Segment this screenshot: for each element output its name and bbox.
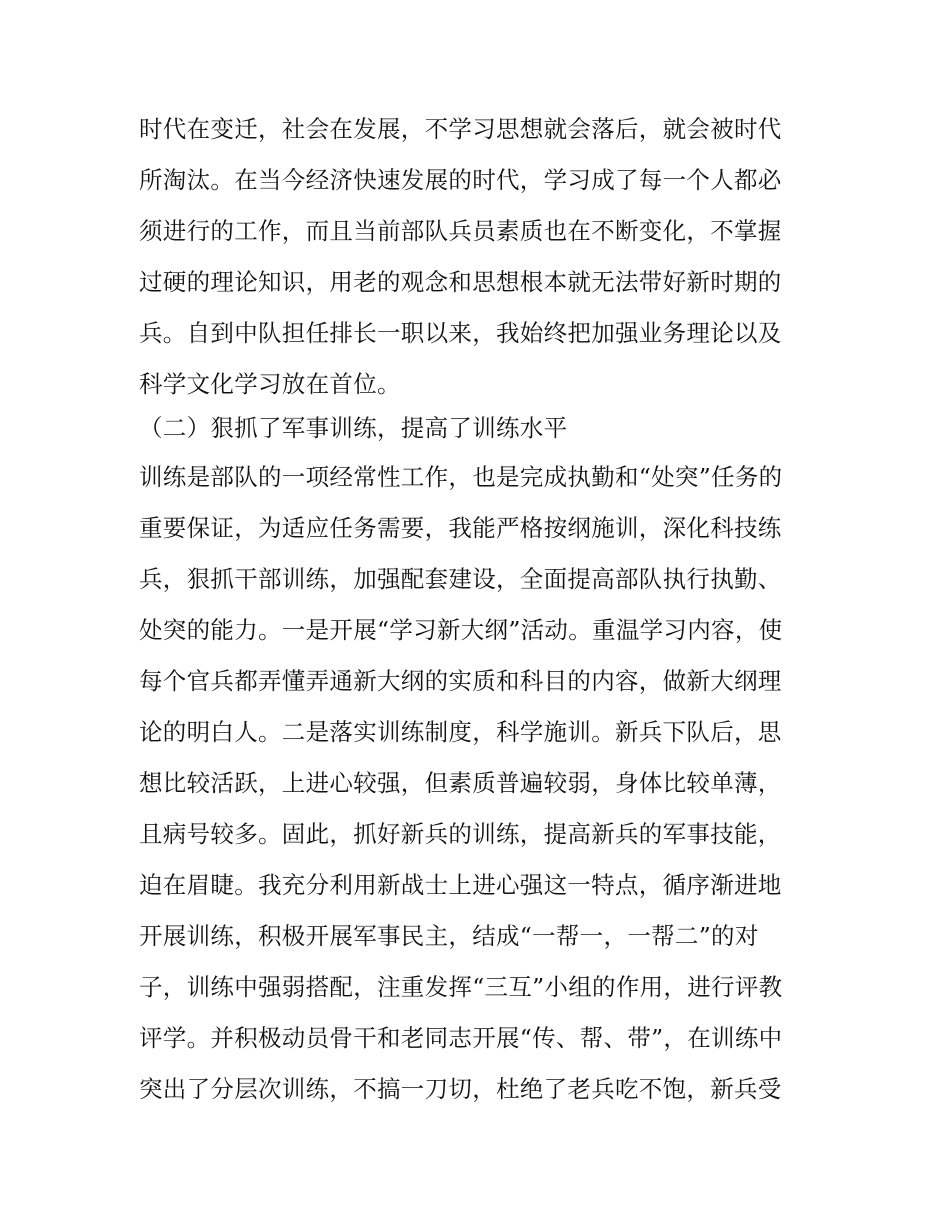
paragraph-line: 迫在眉睫。我充分利用新战士上进心强这一特点，循序渐进地	[139, 871, 782, 899]
paragraph-line: 兵。自到中队担任排长一职以来，我始终把加强业务理论以及	[139, 319, 782, 347]
paragraph-line: 处突的能力。一是开展“学习新大纲”活动。重温学习内容，使	[139, 616, 783, 644]
paragraph-line: 重要保证，为适应任务需要，我能严格按纲施训，深化科技练	[139, 514, 782, 542]
section-heading: （二）狠抓了军事训练，提高了训练水平	[139, 414, 568, 442]
paragraph-line: 时代在变迁，社会在发展，不学习思想就会落后，就会被时代	[139, 115, 782, 143]
paragraph-line: 训练是部队的一项经常性工作，也是完成执勤和“处突”任务的	[139, 463, 783, 491]
paragraph-line: 想比较活跃，上进心较强，但素质普遍较弱，身体比较单薄，	[139, 769, 782, 797]
paragraph-line: 突出了分层次训练，不搞一刀切，杜绝了老兵吃不饱，新兵受	[139, 1075, 782, 1103]
paragraph-line: 所淘汰。在当今经济快速发展的时代，学习成了每一个人都必	[139, 166, 782, 194]
paragraph-line: 每个官兵都弄懂弄通新大纲的实质和科目的内容，做新大纲理	[139, 667, 782, 695]
paragraph-line: 且病号较多。固此，抓好新兵的训练，提高新兵的军事技能，	[139, 820, 782, 848]
paragraph-line: 兵，狠抓干部训练，加强配套建设，全面提高部队执行执勤、	[139, 565, 782, 593]
paragraph-line: 科学文化学习放在首位。	[139, 370, 401, 398]
paragraph-line: 论的明白人。二是落实训练制度，科学施训。新兵下队后，思	[139, 718, 782, 746]
paragraph-line: 评学。并积极动员骨干和老同志开展“传、帮、带”，在训练中	[139, 1024, 783, 1052]
paragraph-line: 开展训练，积极开展军事民主，结成“一帮一，一帮二”的对	[139, 922, 759, 950]
paragraph-line: 子，训练中强弱搭配，注重发挥“三互”小组的作用，进行评教	[139, 973, 783, 1001]
paragraph-line: 须进行的工作，而且当前部队兵员素质也在不断变化，不掌握	[139, 217, 782, 245]
document-body	[139, 104, 839, 1115]
paragraph-line: 过硬的理论知识，用老的观念和思想根本就无法带好新时期的	[139, 268, 782, 296]
